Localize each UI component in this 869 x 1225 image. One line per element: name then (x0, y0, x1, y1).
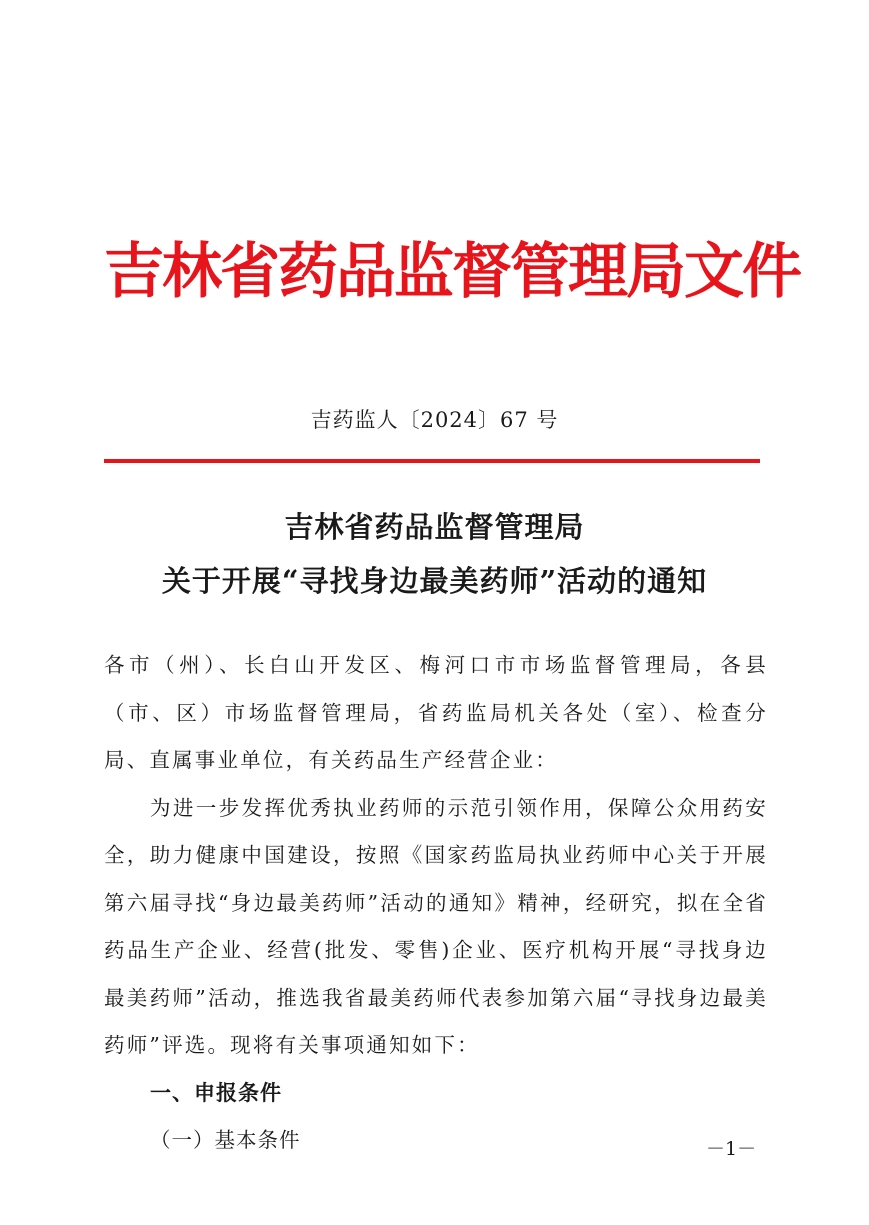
document-masthead: 吉林省药品监督管理局文件 (104, 237, 800, 307)
notice-title-line-1: 吉林省药品监督管理局 (284, 510, 585, 544)
section-heading: 一、申报条件 (150, 1080, 282, 1105)
document-body (104, 642, 768, 1165)
page-number: －1－ (706, 1138, 757, 1160)
document-number: 吉药监人〔2024〕67 号 (310, 408, 559, 432)
subsection-heading: （一）基本条件 (150, 1128, 301, 1152)
intro-paragraph: 为进一步发挥优秀执业药师的示范引领作用，保障公众用药安全，助力健康中国建设，按照《国家药监局执业药师中心关于开展第六届寻找“身边最美药师”活动的通知》精神，经研究，拟在全省药品生产企业、经营(批发、零售)企业、医疗机构开展“寻找身边最美药师”活动，推选我省最美药师代表参加第六届“寻找身边最美药师”评选。现将有关事项通知如下： (104, 795, 768, 1057)
addressee-paragraph: 各市（州）、长白山开发区、梅河口市市场监督管理局，各县（市、区）市场监督管理局，省药监局机关各处（室）、检查分局、直属事业单位，有关药品生产经营企业： (104, 653, 768, 772)
notice-title-line-2: 关于开展“寻找身边最美药师”活动的通知 (161, 564, 708, 598)
red-separator-line (104, 459, 760, 463)
